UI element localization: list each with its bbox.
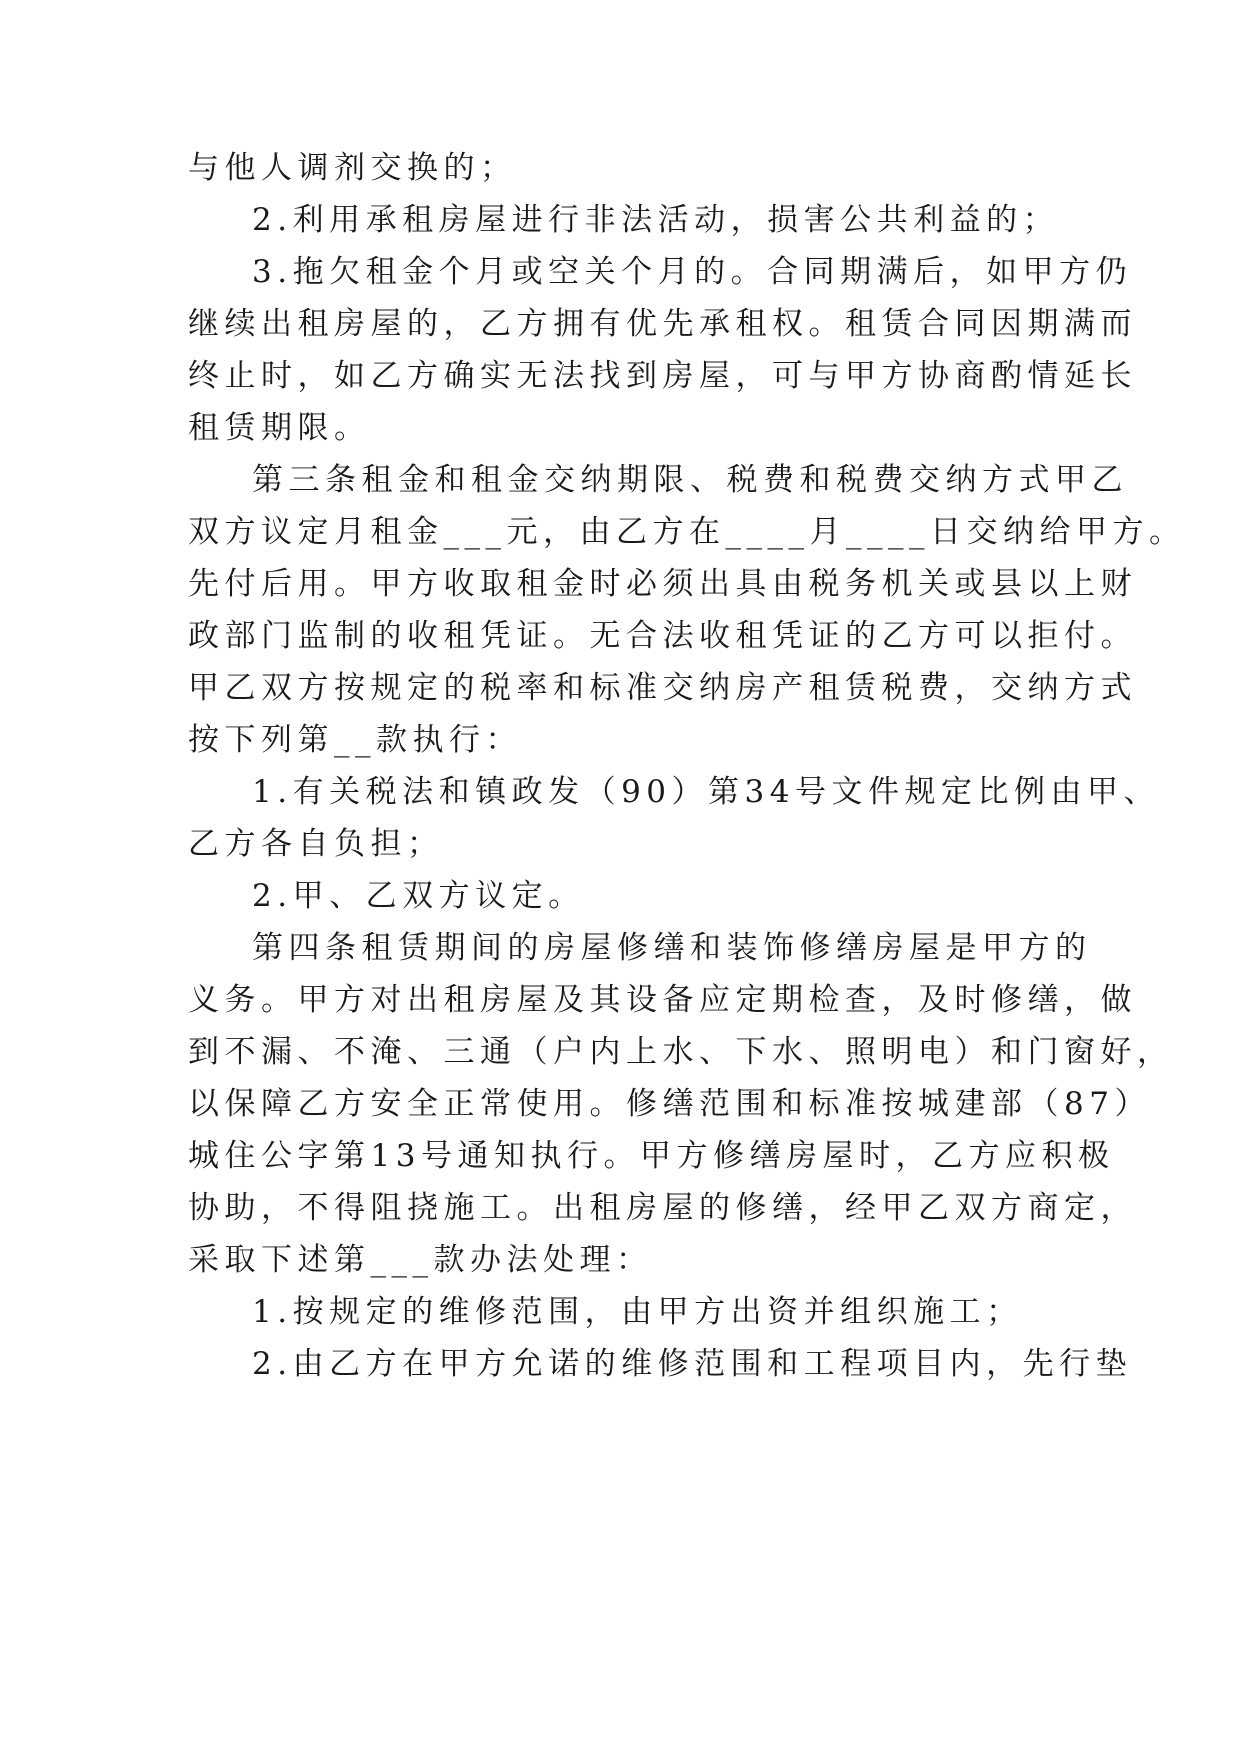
text-line: 2.甲、乙双方议定。: [252, 878, 585, 914]
text-line: 租赁期限。: [188, 410, 371, 446]
text-line: 2.利用承租房屋进行非法活动，损害公共利益的；: [252, 202, 1060, 238]
text-line: 政部门监制的收租凭证。无合法收租凭证的乙方可以拒付。: [188, 618, 1137, 654]
text-line: 双方议定月租金___元，由乙方在____月____日交纳给甲方。: [188, 514, 1186, 550]
text-line: 继续出租房屋的，乙方拥有优先承租权。租赁合同因期满而: [188, 306, 1137, 342]
text-line: 先付后用。甲方收取租金时必须出具由税务机关或县以上财: [188, 566, 1137, 602]
text-line: 以保障乙方安全正常使用。修缮范围和标准按城建部（87）: [188, 1086, 1151, 1122]
text-line: 按下列第__款执行：: [188, 722, 522, 758]
text-line: 甲乙双方按规定的税率和标准交纳房产租赁税费，交纳方式: [188, 670, 1137, 706]
text-line: 1.按规定的维修范围，由甲方出资并组织施工；: [252, 1294, 1023, 1330]
text-line: 第四条租赁期间的房屋修缮和装饰修缮房屋是甲方的: [252, 930, 1092, 966]
text-line: 与他人调剂交换的；: [188, 150, 517, 186]
text-line: 采取下述第___款办法处理：: [188, 1242, 653, 1278]
text-line: 协助，不得阻挠施工。出租房屋的修缮，经甲乙双方商定，: [188, 1190, 1137, 1226]
text-line: 到不漏、不淹、三通（户内上水、下水、照明电）和门窗好，: [188, 1034, 1174, 1070]
text-line: 3.拖欠租金个月或空关个月的。合同期满后，如甲方仍: [252, 254, 1133, 290]
text-line: 2.由乙方在甲方允诺的维修范围和工程项目内，先行垫: [252, 1346, 1133, 1382]
text-line: 义务。甲方对出租房屋及其设备应定期检查，及时修缮，做: [188, 982, 1137, 1018]
text-line: 第三条租金和租金交纳期限、税费和税费交纳方式甲乙: [252, 462, 1128, 498]
text-line: 1.有关税法和镇政发（90）第34号文件规定比例由甲、: [252, 774, 1160, 810]
text-line: 终止时，如乙方确实无法找到房屋，可与甲方协商酌情延长: [188, 358, 1137, 394]
text-line: 城住公字第13号通知执行。甲方修缮房屋时，乙方应积极: [188, 1138, 1115, 1174]
text-line: 乙方各自负担；: [188, 826, 444, 862]
